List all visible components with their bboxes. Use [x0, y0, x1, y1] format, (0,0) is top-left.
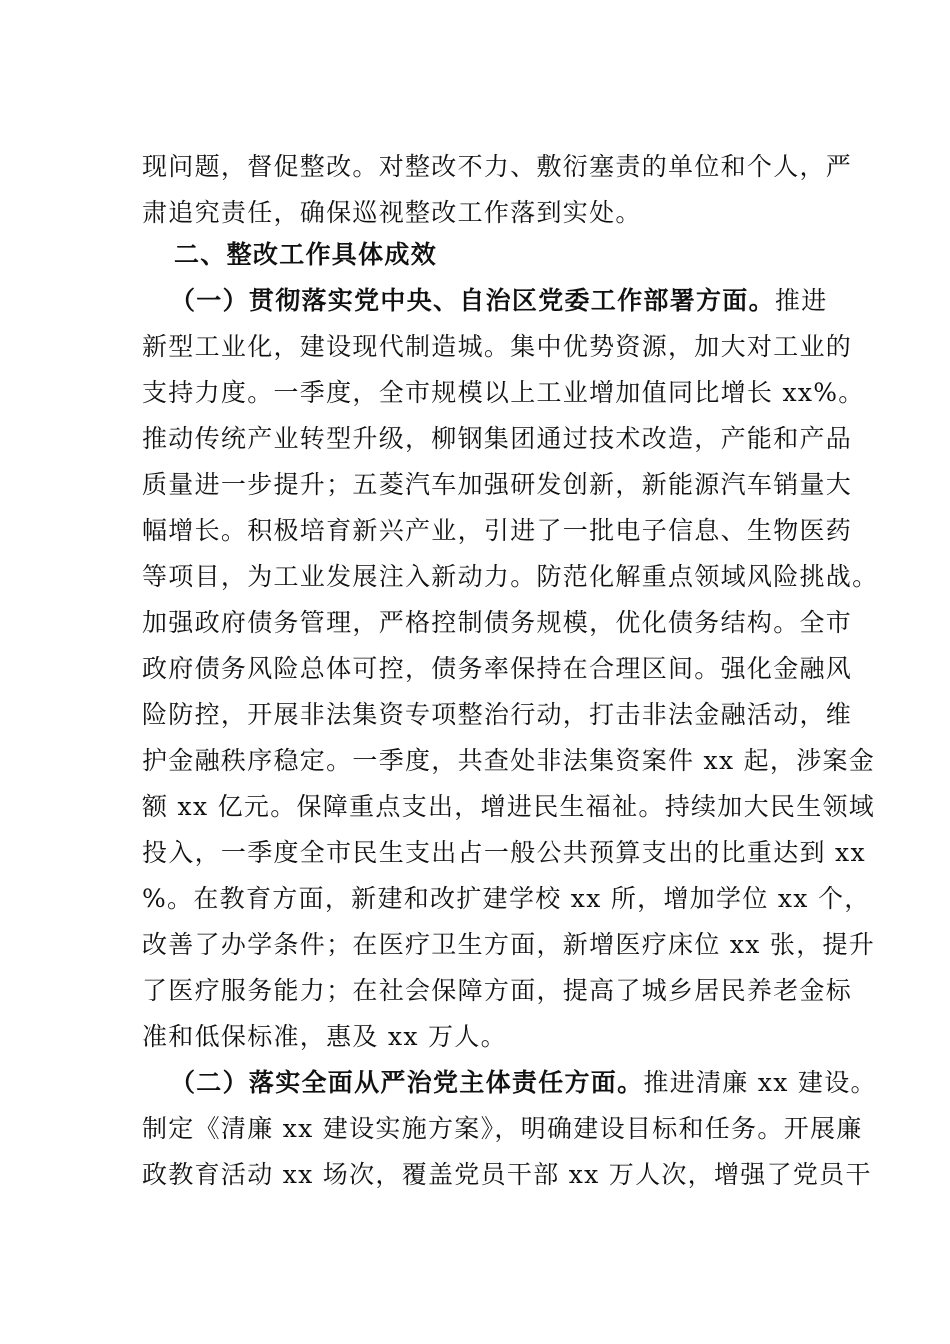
body-text-line: 准和低保标准，惠及 xx 万人。: [142, 1022, 507, 1051]
body-text-fragment: 推进: [774, 286, 828, 315]
body-text-line: 护金融秩序稳定。一季度，共查处非法集资案件 xx 起，涉案金: [142, 746, 876, 775]
body-text-line: 支持力度。一季度，全市规模以上工业增加值同比增长 xx%。: [142, 378, 865, 407]
body-text-line: %。在教育方面，新建和改扩建学校 xx 所，增加学位 xx 个，: [142, 884, 871, 913]
section-heading: 二、整改工作具体成效: [174, 240, 438, 269]
body-text-line: 投入，一季度全市民生支出占一般公共预算支出的比重达到 xx: [142, 838, 866, 867]
body-text-line: 改善了办学条件；在医疗卫生方面，新增医疗床位 xx 张，提升: [142, 930, 876, 959]
subsection-heading: （一）贯彻落实党中央、自治区党委工作部署方面。: [170, 286, 775, 315]
body-text-line: 肃追究责任，确保巡视整改工作落到实处。: [142, 198, 642, 227]
body-text-fragment: 推进清廉 xx 建设。: [643, 1068, 877, 1097]
body-text-line: 了医疗服务能力；在社会保障方面，提高了城乡居民养老金标: [142, 976, 853, 1005]
subsection-heading: （二）落实全面从严治党主体责任方面。: [170, 1068, 644, 1097]
body-text-line: 现问题，督促整改。对整改不力、敷衍塞责的单位和个人，严: [142, 152, 853, 181]
body-text-line: 加强政府债务管理，严格控制债务规模，优化债务结构。全市: [142, 608, 853, 637]
body-text-line: 幅增长。积极培育新兴产业，引进了一批电子信息、生物医药: [142, 516, 853, 545]
body-text-line: 制定《清廉 xx 建设实施方案》，明确建设目标和任务。开展廉: [142, 1114, 863, 1143]
body-text-line: 推动传统产业转型升级，柳钢集团通过技术改造，产能和产品: [142, 424, 853, 453]
body-text-line: 政教育活动 xx 场次，覆盖党员干部 xx 万人次，增强了党员干: [142, 1160, 872, 1189]
subsection-line: [170, 284, 828, 318]
body-text-line: 新型工业化，建设现代制造城。集中优势资源，加大对工业的: [142, 332, 853, 361]
body-text-line: 等项目，为工业发展注入新动力。防范化解重点领域风险挑战。: [142, 562, 879, 591]
body-text-line: 质量进一步提升；五菱汽车加强研发创新，新能源汽车销量大: [142, 470, 853, 499]
subsection-line: [170, 1066, 877, 1100]
body-text-line: 险防控，开展非法集资专项整治行动，打击非法金融活动，维: [142, 700, 853, 729]
body-text-line: 政府债务风险总体可控，债务率保持在合理区间。强化金融风: [142, 654, 853, 683]
body-text-line: 额 xx 亿元。保障重点支出，增进民生福祉。持续加大民生领域: [142, 792, 876, 821]
